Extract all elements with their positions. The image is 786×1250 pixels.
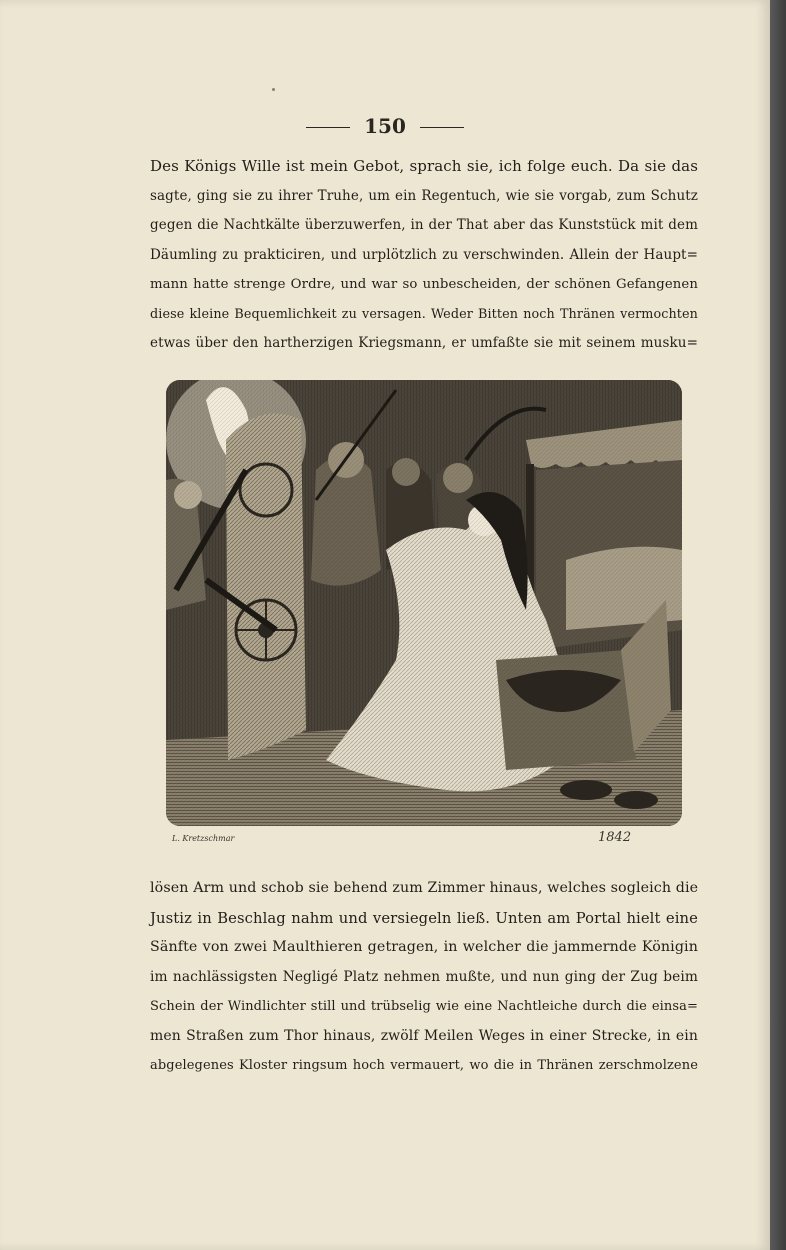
text-line: sagte, ging sie zu ihrer Truhe, um ein Regentuch, wie sie vorgab, zum Schutz <box>150 187 698 204</box>
header-rule-left <box>306 127 350 128</box>
page-number: 150 <box>364 114 406 138</box>
header-rule-right <box>420 127 464 128</box>
text-line: mann hatte strenge Ordre, und war so unbescheiden, der schönen Gefangenen <box>150 277 698 292</box>
text-line: men Straßen zum Thor hinaus, zwölf Meilen Weges in einer Strecke, in ein <box>150 1027 698 1044</box>
text-block-top <box>150 152 698 359</box>
book-edge <box>770 0 786 1250</box>
text-line: lösen Arm und schob sie behend zum Zimmer hinaus, welches sogleich die <box>150 880 699 896</box>
text-line: Des Königs Wille ist mein Gebot, sprach sie, ich folge euch. Da sie das <box>150 157 698 175</box>
text-line: gegen die Nachtkälte überzuwerfen, in der That aber das Kunststück mit dem <box>150 217 698 233</box>
engraving-date: 1842 <box>598 830 632 845</box>
engraving-illustration <box>166 380 682 826</box>
artist-signature: L. Kretzschmar <box>172 834 235 843</box>
text-line: Däumling zu prakticiren, und urplötzlich zu verschwinden. Allein der Haupt= <box>150 246 698 263</box>
text-line: Schein der Windlichter still und trübselig wie eine Nachtleiche durch die einsa= <box>150 999 698 1014</box>
text-line: Sänfte von zwei Maulthieren getragen, in welcher die jammernde Königin <box>150 939 698 955</box>
text-line: Justiz in Beschlag nahm und versiegeln ließ. Unten am Portal hielt eine <box>150 909 698 927</box>
text-line: etwas über den hartherzigen Kriegsmann, er umfaßte sie mit seinem musku= <box>150 335 698 351</box>
text-line: im nachlässigsten Negligé Platz nehmen mußte, und nun ging der Zug beim <box>150 968 698 985</box>
engraving-scene <box>166 380 682 826</box>
text-line: abgelegenes Kloster ringsum hoch vermauert, wo die in Thränen zerschmolzene <box>150 1058 698 1073</box>
paper-speck <box>272 88 275 91</box>
text-block-bottom <box>150 874 698 1081</box>
page-header <box>0 114 770 138</box>
text-line: diese kleine Bequemlichkeit zu versagen. Weder Bitten noch Thränen vermochten <box>150 306 698 322</box>
